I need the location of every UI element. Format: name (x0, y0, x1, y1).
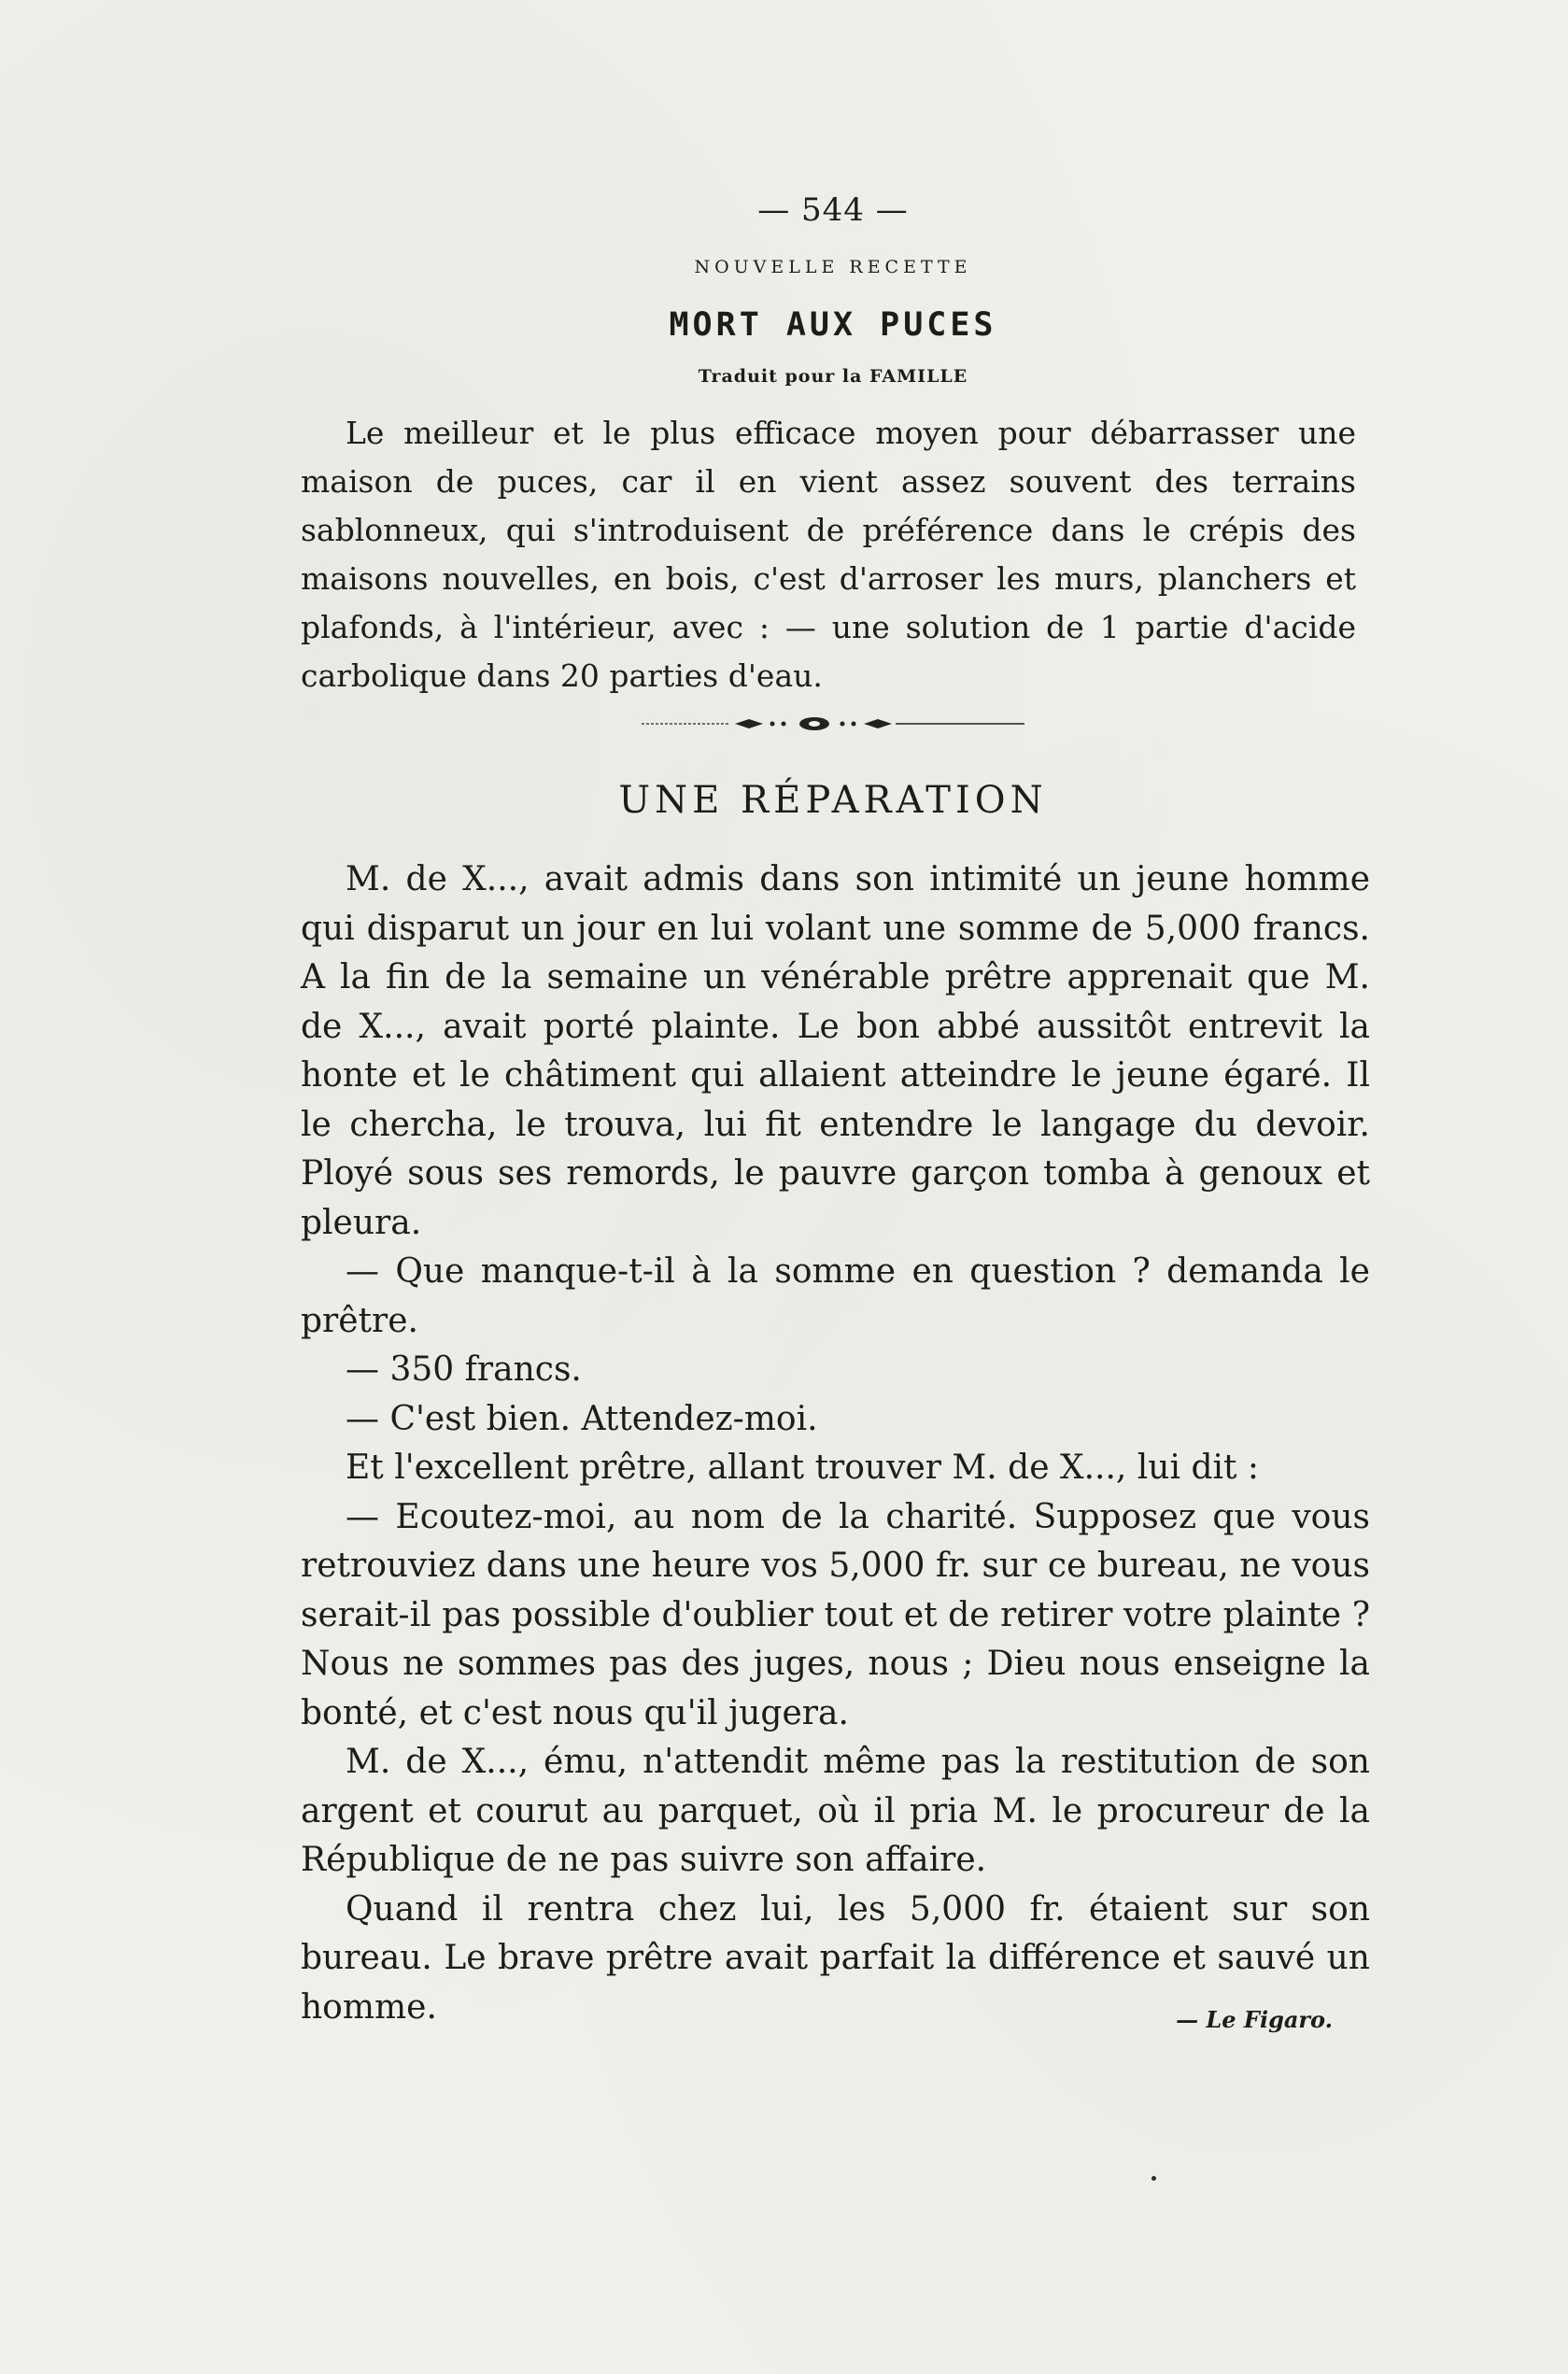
page-number: — 544 — (757, 191, 909, 229)
article-kicker: NOUVELLE RECETTE (694, 257, 972, 277)
story-paragraph: M. de X..., avait admis dans son intimité un jeune homme qui disparut un jour en lui volant une somme de 5,000 francs. A la fin de la semaine un vénérable prêtre apprenait que M. de X..., avait porté plainte. Le bon abbé aussitôt entrevit la honte et le châtiment qui allaient atteindre le jeune égaré. Il le chercha, le trouva, lui fit entendre le langage du devoir. Ployé sous ses remords, le pauvre garçon tomba à genoux et pleura. (301, 860, 1370, 1242)
article-credit: Traduit pour la FAMILLE (698, 366, 968, 387)
story-paragraph: — 350 francs. (346, 1350, 582, 1389)
story-body (301, 855, 1370, 2032)
story-paragraph: — Ecoutez-moi, au nom de la charité. Supposez que vous retrouviez dans une heure vos 5,000 fr. sur ce bureau, ne vous serait-il pas possible d'oublier tout et de retirer votre plainte ? Nous ne sommes pas des juges, nous ; Dieu nous enseigne la bonté, et c'est nous qu'il jugera. (301, 1497, 1370, 1732)
ornament-divider (642, 710, 1024, 738)
article-title-une-reparation: UNE RÉPARATION (618, 779, 1048, 822)
source-attribution: — Le Figaro. (1176, 2006, 1333, 2033)
story-paragraph: — C'est bien. Attendez-moi. (346, 1399, 818, 1438)
article-body-paragraph: Le meilleur et le plus efficace moyen pour débarrasser une maison de puces, car il en vient assez souvent des terrains sablonneux, qui s'introduisent de préférence dans le crépis des maisons nouvelles, en bois, c'est d'arroser les murs, planchers et plafonds, à l'intérieur, avec : — une solution de 1 partie d'acide carbolique dans 20 parties d'eau. (301, 415, 1356, 694)
story-paragraph: — Que manque-t-il à la somme en question ? demanda le prêtre. (301, 1252, 1370, 1340)
ink-speck (1151, 2176, 1156, 2181)
article-title-mort-aux-puces: MORT AUX PUCES (669, 306, 997, 344)
story-paragraph: Quand il rentra chez lui, les 5,000 fr. étaient sur son bureau. Le brave prêtre avait parfait la différence et sauvé un homme. (301, 1889, 1370, 2027)
story-paragraph: Et l'excellent prêtre, allant trouver M. de X..., lui dit : (346, 1448, 1260, 1487)
story-paragraph: M. de X..., ému, n'attendit même pas la restitution de son argent et courut au parquet, où il pria M. le procureur de la République de ne pas suivre son affaire. (301, 1743, 1370, 1879)
